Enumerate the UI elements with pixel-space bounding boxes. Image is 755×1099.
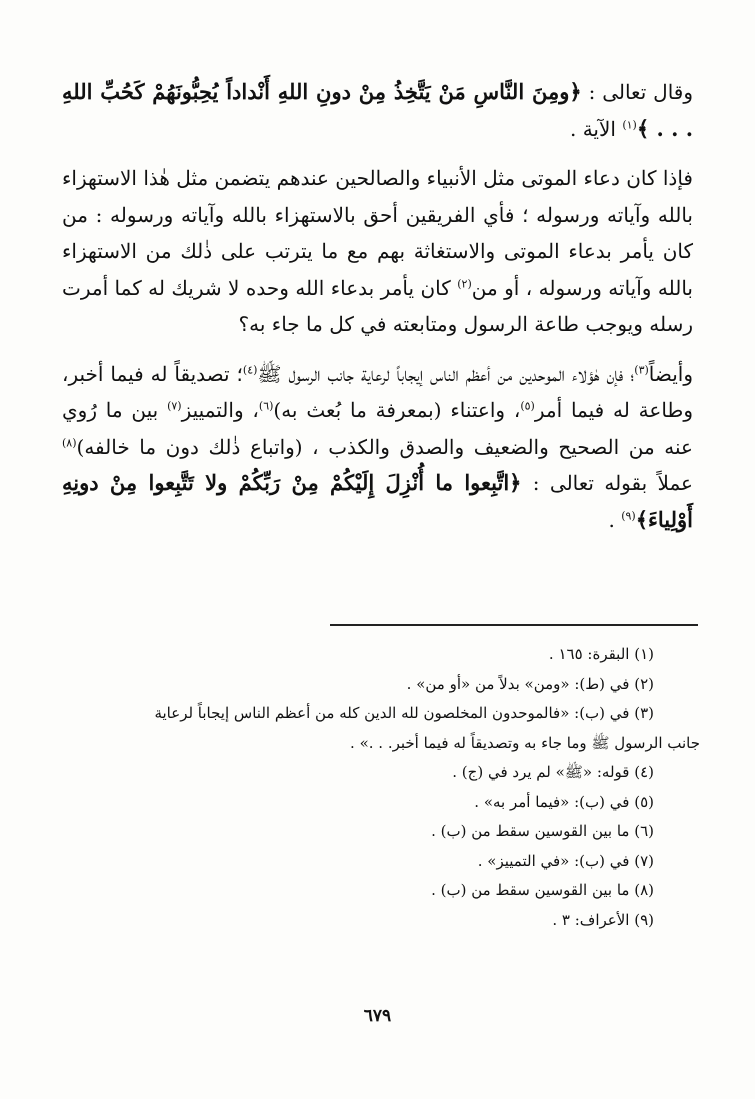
main-text <box>62 74 693 551</box>
p2-text-b: كان يأمر بدعاء الله وحده لا شريك له كما أمرت رسله ويوجب طاعة الرسول ومتابعته في كل ما جاء به؟ <box>62 275 693 336</box>
footnote-ref-1: (١) <box>622 117 637 131</box>
footnote-7: (٧) في (ب): «في التمييز» . <box>477 851 654 870</box>
footnote-ref-2: (٢) <box>457 276 472 290</box>
footnote-2: (٢) في (ط): «ومن» بدلاً من «أو من» . <box>406 674 654 693</box>
paragraph-3 <box>62 356 693 539</box>
footnote-6: (٦) ما بين القوسين سقط من (ب) . <box>431 822 654 840</box>
p3-end: . <box>608 507 622 532</box>
footnote-ref-3: (٣) <box>634 362 649 376</box>
footnote-divider <box>330 624 698 626</box>
footnote-5: (٥) في (ب): «فيما أمر به» . <box>474 792 654 811</box>
p3-text-f: بين ما رُوي عنه من الصحيح والضعيف والصدق والكذب ، (واتباع ذٰلك دون ما خالفه) <box>62 398 693 459</box>
p3-text-g: عملاً بقوله تعالى : <box>532 471 693 495</box>
footnote-ref-5: (٥) <box>520 399 535 413</box>
footnote-8: (٨) ما بين القوسين سقط من (ب) . <box>431 881 654 899</box>
footnote-ref-8: (٨) <box>62 435 77 449</box>
p1-intro: وقال تعالى : <box>588 80 694 104</box>
footnote-ref-9: (٩) <box>621 508 636 522</box>
footnote-4: (٤) قوله: «ﷺ» لم يرد في (ج) . <box>452 763 654 781</box>
footnote-ref-4: (٤) <box>242 362 258 376</box>
footnote-1: (١) البقرة: ١٦٥ . <box>548 645 654 663</box>
p3-text-e: ، والتمييز <box>181 398 259 422</box>
p1-tail: الآية . <box>569 116 623 141</box>
p3-text-d: ، واعتناء (بمعرفة ما بُعث به) <box>273 398 521 422</box>
footnote-3-continued: جانب الرسول ﷺ وما جاء به وتصديقاً له فيما أخبر. . .» . <box>350 733 700 752</box>
footnote-ref-6: (٦) <box>258 399 274 413</box>
page-number: ٦٧٩ <box>363 1006 392 1026</box>
p3-text-c: ؛ تصديقاً له فيما أخبر، وطاعة له فيما أمر <box>62 361 694 422</box>
footnote-ref-7: (٧) <box>167 399 182 413</box>
p2-text-a: فإذا كان دعاء الموتى مثل الأنبياء والصالحين عندهم يتضمن مثل هٰذا الاستهزاء بالله وآياته ورسوله ؛ فأي الفريقين أحق بالاستهزاء بالله وآياته ورسوله : من كان يأمر بدعاء الموتى والاستغاثة بهم مع ما يترتب على ذٰلك من الاستهزاء بالله وآياته ورسوله ، أو من <box>62 166 693 300</box>
footnote-3: (٣) في (ب): «فالموحدون المخلصون لله الدين كله من أعظم الناس إيجاباً لرعاية <box>154 704 654 722</box>
quran-verse-2: ﴿اتَّبِعوا ما أُنْزِلَ إِلَيْكُمْ مِنْ رَبِّكُمْ ولا تَتَّبِعوا مِنْ دونِهِ أَوْلِياءَ﴾ <box>62 470 693 532</box>
footnote-9: (٩) الأعراف: ٣ . <box>552 910 654 929</box>
p3-text-b: ؛ فإن هٰؤلاء الموحدين من أعظم الناس إيجاباً لرعاية جانب الرسول ﷺ <box>257 361 635 386</box>
quran-verse-1: ﴿ومِنَ النَّاسِ مَنْ يَتَّخِذُ مِنْ دونِ اللهِ أَنْداداً يُحِبُّونَهُمْ كَحُبِّ اللهِ . . . ﴾ <box>62 79 693 141</box>
footnotes <box>62 640 700 935</box>
paragraph-1 <box>62 74 693 147</box>
p3-text-a: وأيضاً <box>648 361 693 386</box>
paragraph-2 <box>62 160 693 343</box>
